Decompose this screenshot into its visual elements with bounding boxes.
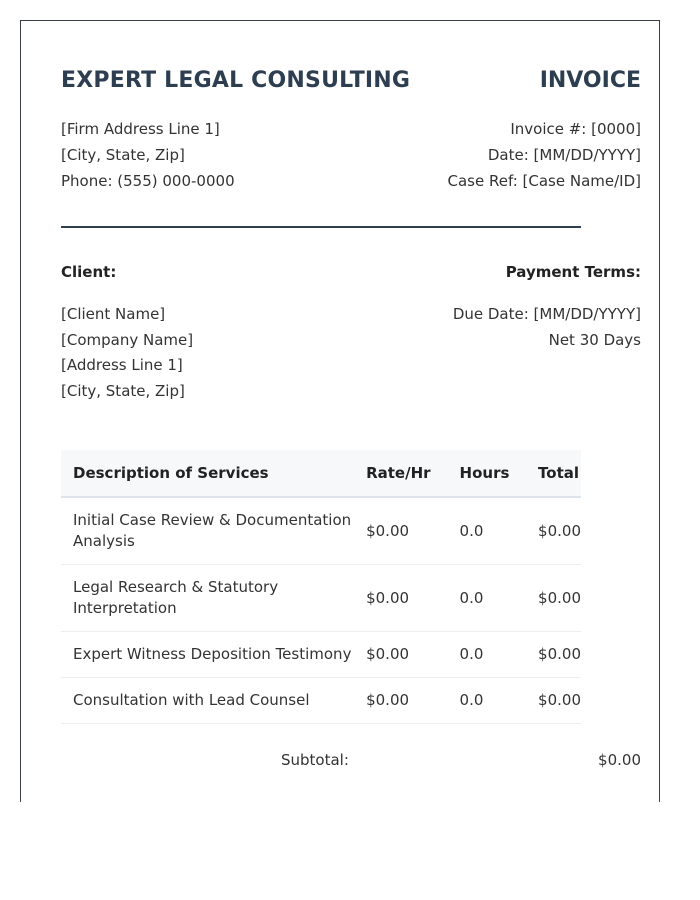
- service-total: $0.00: [526, 678, 581, 724]
- service-rate: $0.00: [354, 565, 447, 632]
- client-name: [Client Name]: [61, 305, 166, 323]
- column-header-hours: Hours: [448, 450, 527, 497]
- invoice-number: Invoice #: [0000]: [510, 120, 641, 138]
- invoice-meta: [448, 116, 641, 194]
- service-description: Expert Witness Deposition Testimony: [61, 632, 354, 678]
- service-hours: 0.0: [448, 678, 527, 724]
- due-date: Due Date: [MM/DD/YYYY]: [452, 305, 641, 323]
- services-table: [61, 450, 581, 724]
- column-header-description: Description of Services: [61, 450, 354, 497]
- client-company: [Company Name]: [61, 330, 194, 349]
- service-total: $0.00: [526, 497, 581, 565]
- service-rate: $0.00: [354, 632, 447, 678]
- payment-terms-details: [453, 302, 641, 353]
- service-description: Legal Research & Statutory Interpretation: [61, 565, 354, 632]
- table-row: [61, 565, 581, 632]
- document-title: INVOICE: [539, 68, 641, 93]
- payment-terms-label: Payment Terms:: [505, 263, 641, 281]
- service-description: Initial Case Review & Documentation Analysis: [61, 497, 354, 565]
- subtotal-label: Subtotal:: [281, 751, 349, 769]
- client-details: [61, 302, 193, 404]
- service-rate: $0.00: [354, 497, 447, 565]
- case-reference: Case Ref: [Case Name/ID]: [447, 172, 641, 190]
- column-header-rate: Rate/Hr: [354, 450, 447, 497]
- table-row: [61, 497, 581, 565]
- table-header-row: [61, 450, 581, 497]
- service-rate: $0.00: [354, 678, 447, 724]
- firm-phone: Phone: (555) 000-0000: [61, 172, 235, 190]
- service-hours: 0.0: [448, 632, 527, 678]
- header-divider: [61, 226, 581, 228]
- subtotal-value: $0.00: [598, 751, 641, 769]
- firm-name: EXPERT LEGAL CONSULTING: [61, 68, 411, 93]
- net-terms: Net 30 Days: [548, 330, 641, 349]
- column-header-total: Total: [526, 450, 581, 497]
- firm-city-state-zip: [City, State, Zip]: [61, 146, 185, 164]
- table-row: [61, 632, 581, 678]
- service-total: $0.00: [526, 632, 581, 678]
- client-label: Client:: [61, 263, 117, 281]
- service-total: $0.00: [526, 565, 581, 632]
- service-description: Consultation with Lead Counsel: [61, 678, 354, 724]
- client-city-state-zip: [City, State, Zip]: [61, 381, 185, 400]
- client-address-line-1: [Address Line 1]: [61, 356, 183, 374]
- firm-address-line-1: [Firm Address Line 1]: [61, 120, 220, 138]
- firm-info: [61, 116, 235, 194]
- service-hours: 0.0: [448, 565, 527, 632]
- table-row: [61, 678, 581, 724]
- invoice-date: Date: [MM/DD/YYYY]: [487, 146, 641, 164]
- service-hours: 0.0: [448, 497, 527, 565]
